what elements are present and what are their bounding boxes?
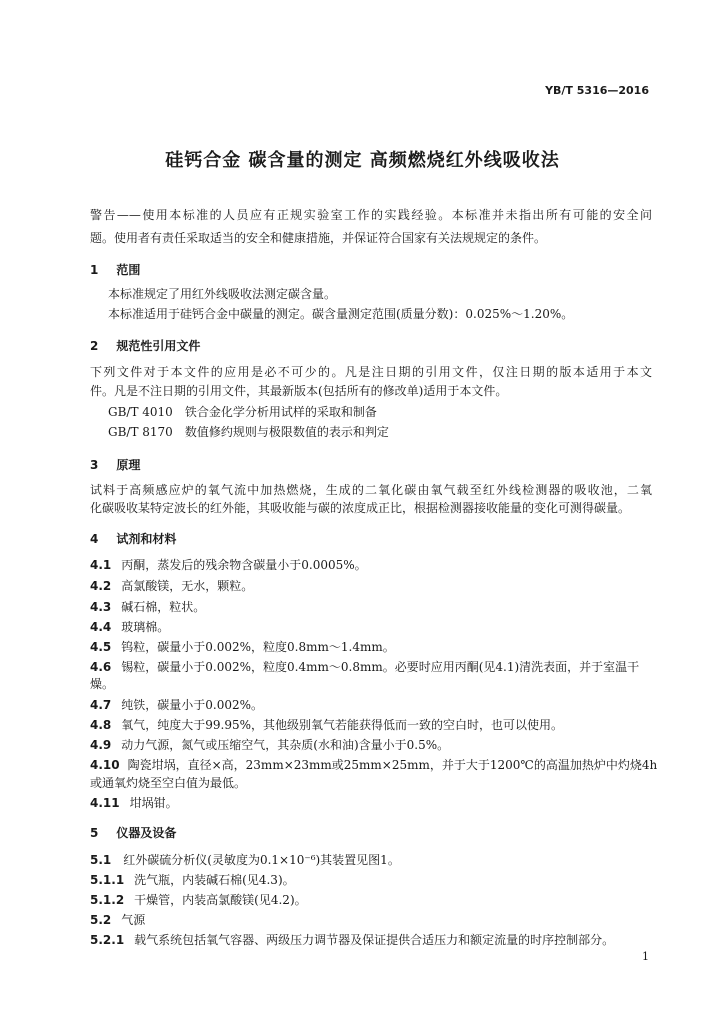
list-item: 4.10 陶瓷坩埚，直径×高，23mm×23mm或25mm×25mm，并于大于1200℃的高温加热炉中灼烧4h (90, 758, 658, 772)
list-item-continuation: 或通氧灼烧至空白值为最低。 (90, 776, 247, 790)
paragraph: 化碳吸收某特定波长的红外能，其吸收能与碳的浓度成正比，根据检测器接收能量的变化可测得碳量。 (90, 501, 631, 515)
list-item: 4.3 碱石棉，粒状。 (90, 600, 206, 614)
section-5-heading (90, 824, 176, 841)
warning-line-2: 题。使用者有责任采取适当的安全和健康措施，并保证符合国家有关法规规定的条件。 (90, 231, 547, 245)
section-number: 2 (90, 339, 99, 353)
list-item: 4.5 钨粒，碳量小于0.002%，粒度0.8mm～1.4mm。 (90, 640, 395, 654)
section-title: 原理 (116, 458, 141, 472)
section-number: 4 (90, 532, 99, 546)
reference-entry (108, 404, 377, 420)
section-3-heading (90, 456, 140, 473)
standard-number: YB/T 5316—2016 (545, 84, 649, 97)
section-title: 范围 (116, 263, 141, 277)
paragraph: 试料于高频感应炉的氧气流中加热燃烧，生成的二氧化碳由氧气载至红外线检测器的吸收池，二氧 (90, 483, 652, 497)
reference-entry (108, 424, 389, 440)
section-1-heading (90, 261, 140, 278)
list-item-continuation: 燥。 (90, 677, 115, 691)
list-item: 5.1.2 干燥管，内装高氯酸镁(见4.2)。 (90, 893, 307, 907)
reference-title: 数值修约规则与极限数值的表示和判定 (184, 425, 389, 439)
page-number: 1 (642, 950, 649, 963)
page-title: 硅钙合金 碳含量的测定 高频燃烧红外线吸收法 (165, 150, 560, 171)
section-title: 试剂和材料 (116, 532, 177, 546)
paragraph: 本标准适用于硅钙合金中碳量的测定。碳含量测定范围(质量分数)：0.025%～1.20%。 (108, 307, 574, 321)
list-item: 4.7 纯铁，碳量小于0.002%。 (90, 698, 264, 712)
section-number: 3 (90, 458, 99, 472)
section-title: 规范性引用文件 (116, 339, 201, 353)
reference-title: 铁合金化学分析用试样的采取和制备 (184, 405, 377, 419)
list-item: 4.6 锡粒，碳量小于0.002%，粒度0.4mm～0.8mm。必要时应用丙酮(见4.1)清洗表面，并于室温干 (90, 660, 640, 674)
warning-line-1: 警告——使用本标准的人员应有正规实验室工作的实践经验。本标准并未指出所有可能的安全问 (90, 208, 652, 222)
section-number: 1 (90, 263, 99, 277)
list-item: 5.1 红外碳硫分析仪(灵敏度为0.1×10⁻⁶)其装置见图1。 (90, 853, 400, 867)
list-item: 4.8 氧气，纯度大于99.95%，其他级别氧气若能获得低而一致的空白时，也可以使用。 (90, 718, 564, 732)
section-4-heading (90, 530, 176, 547)
section-number: 5 (90, 826, 99, 840)
list-item: 5.2.1 载气系统包括氧气容器、两级压力调节器及保证提供合适压力和额定流量的时序控制部分。 (90, 933, 615, 947)
section-title: 仪器及设备 (116, 826, 177, 840)
paragraph: 件。凡是不注日期的引用文件，其最新版本(包括所有的修改单)适用于本文件。 (90, 384, 508, 398)
list-item: 5.1.1 洗气瓶，内装碱石棉(见4.3)。 (90, 873, 295, 887)
list-item: 5.2 气源 (90, 913, 146, 927)
paragraph: 下列文件对于本文件的应用是必不可少的。凡是注日期的引用文件，仅注日期的版本适用于本文 (90, 365, 652, 379)
list-item: 4.11 坩埚钳。 (90, 796, 178, 810)
list-item: 4.2 高氯酸镁，无水，颗粒。 (90, 579, 254, 593)
list-item: 4.1 丙酮，蒸发后的残余物含碳量小于0.0005%。 (90, 558, 367, 572)
list-item: 4.9 动力气源，氮气或压缩空气，其杂质(水和油)含量小于0.5%。 (90, 738, 450, 752)
paragraph: 本标准规定了用红外线吸收法测定碳含量。 (108, 287, 337, 301)
list-item: 4.4 玻璃棉。 (90, 620, 170, 634)
reference-code: GB/T 4010 (108, 405, 173, 419)
reference-code: GB/T 8170 (108, 425, 173, 439)
section-2-heading (90, 337, 200, 354)
